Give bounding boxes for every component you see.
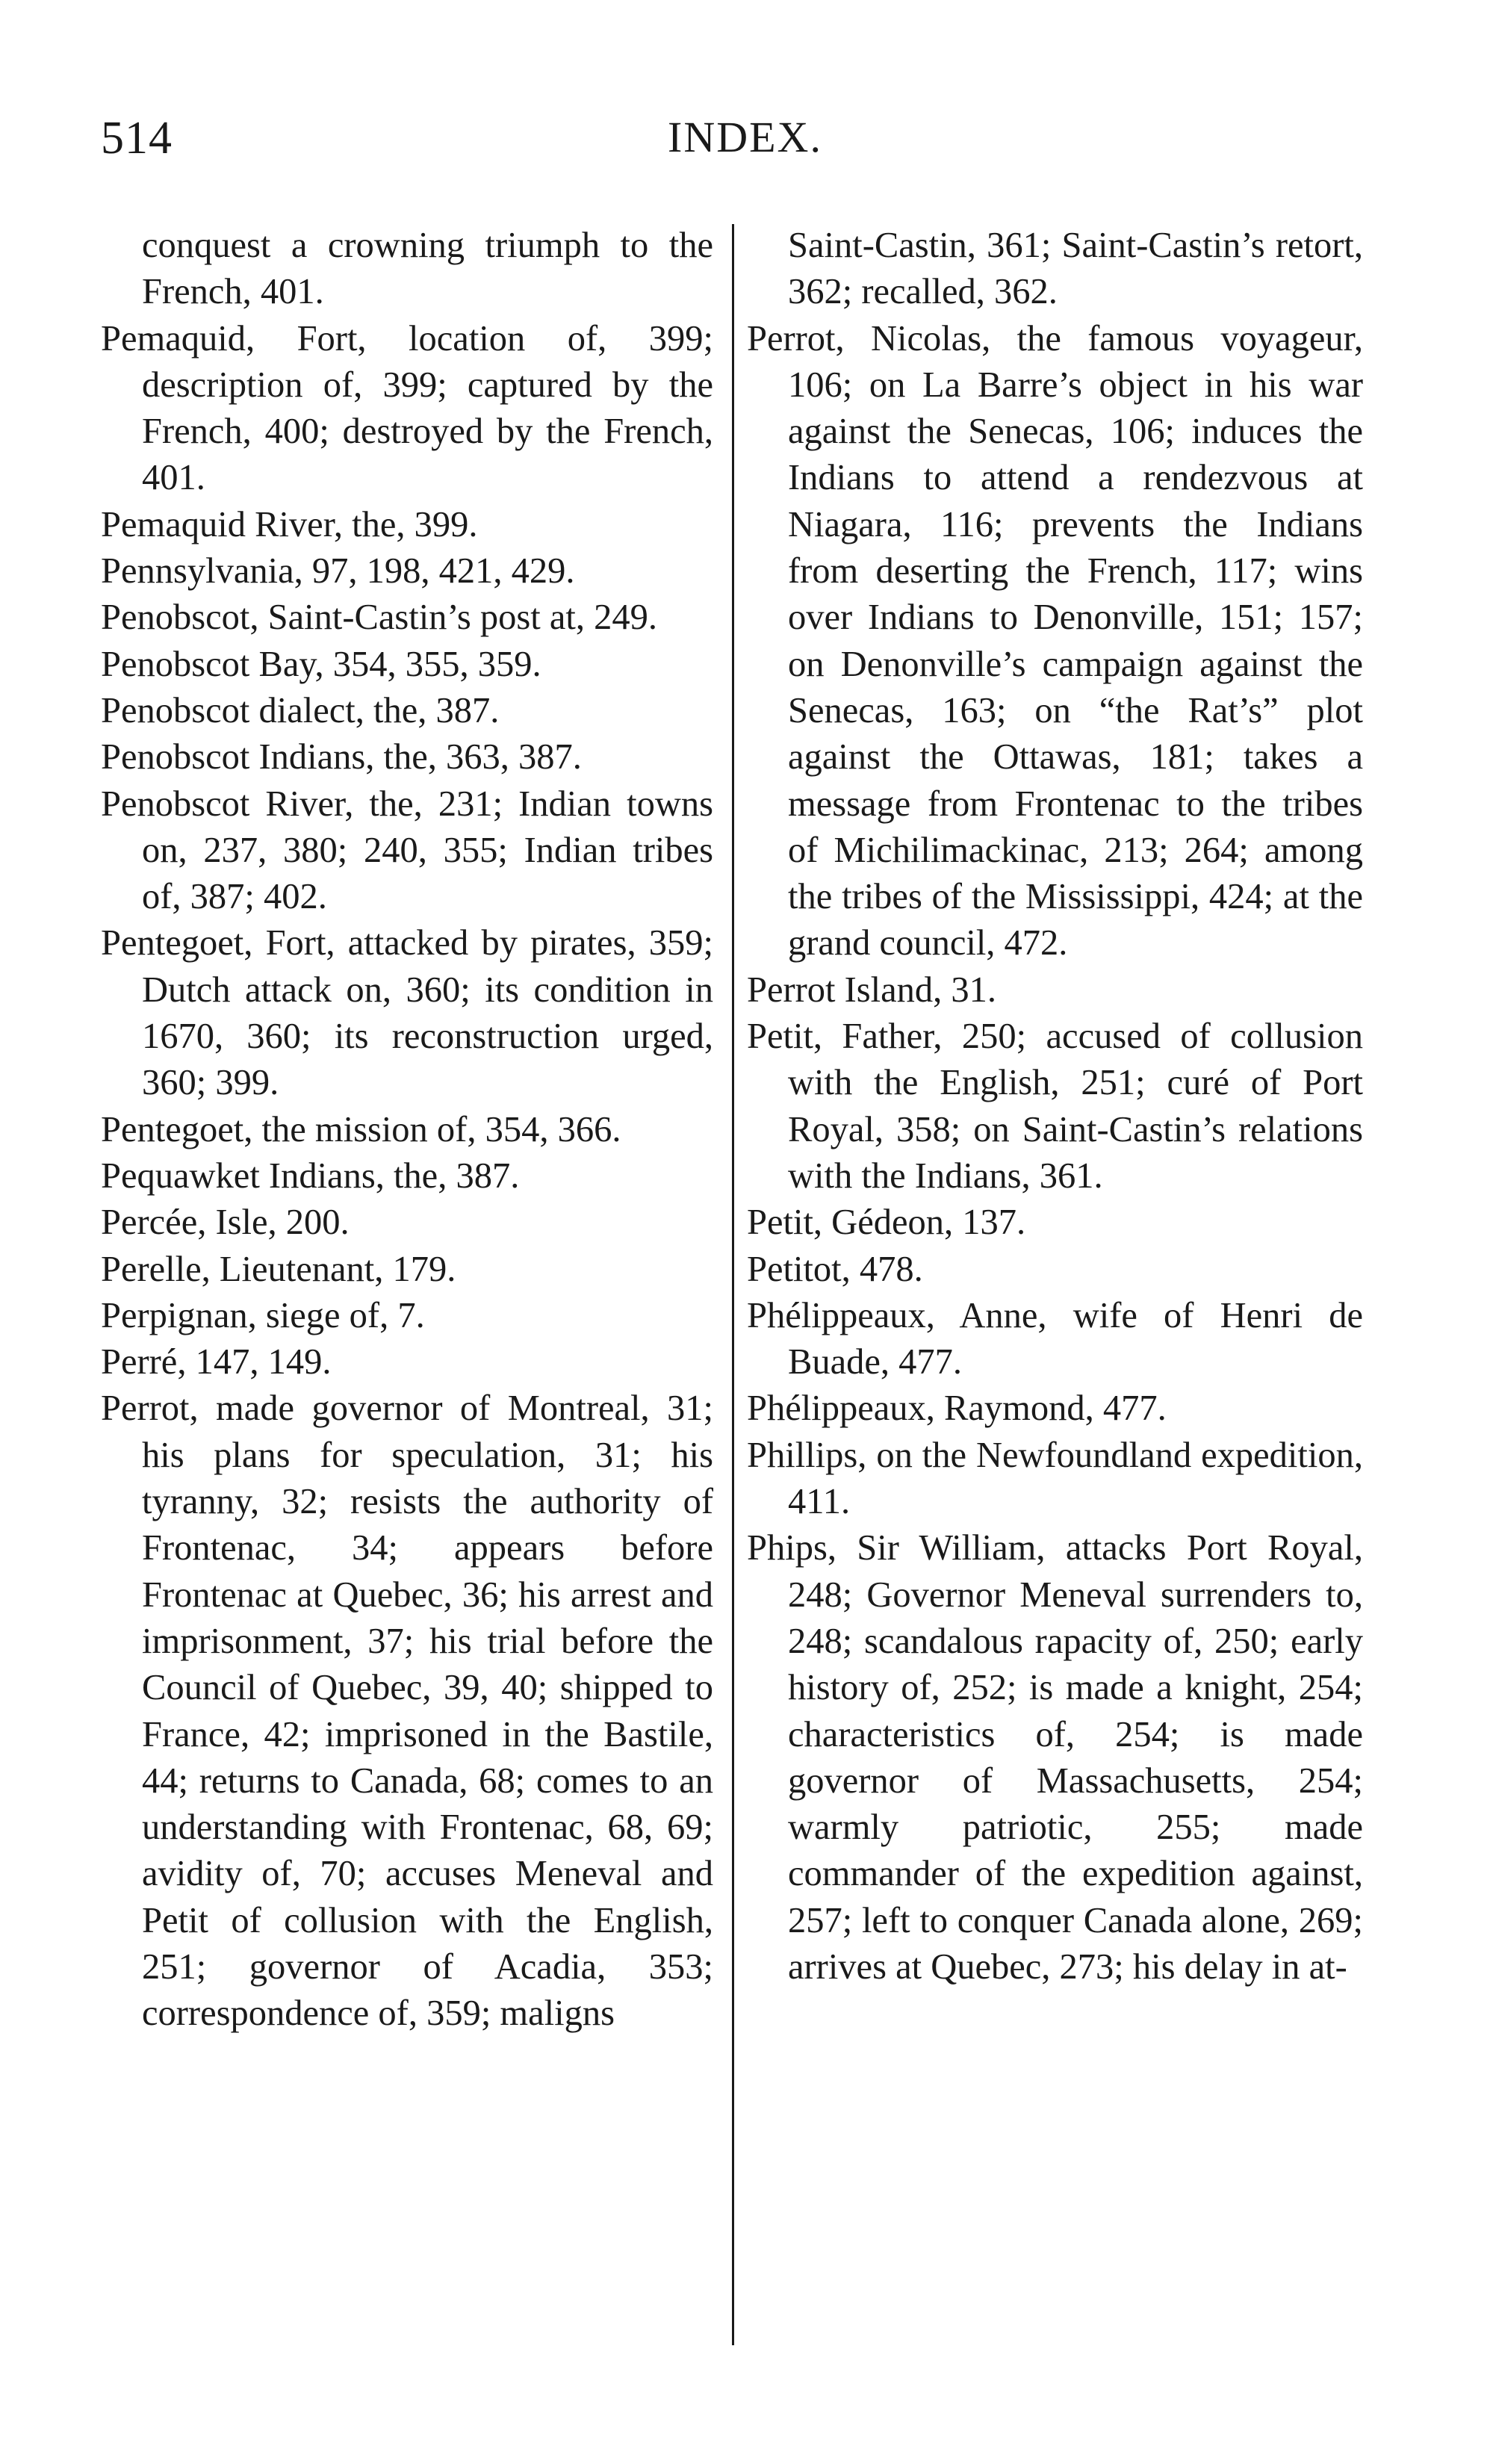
index-entry: Phillips, on the Newfoundland expedition, 411. <box>747 1435 1363 1522</box>
column-divider <box>732 224 734 2345</box>
index-entry: Perré, 147, 149. <box>101 1342 332 1382</box>
index-entry: Petitot, 478. <box>747 1249 923 1289</box>
index-entry: Percée, Isle, 200. <box>101 1202 350 1243</box>
index-entry: Penobscot River, the, 231; Indian towns on, 237, 380; 240, 355; Indian tribes of, 387; 402. <box>101 783 713 917</box>
index-entry: Pemaquid, Fort, location of, 399; description of, 399; captured by the French, 400; destroyed by the French, 401. <box>101 318 713 498</box>
index-entry: Penobscot, Saint-Castin’s post at, 249. <box>101 598 658 638</box>
index-entry-continuation: conquest a crowning triumph to the French, 401. <box>142 226 713 312</box>
index-entry: Penobscot Indians, the, 363, 387. <box>101 737 582 778</box>
index-entry: Petit, Gédeon, 137. <box>747 1202 1026 1243</box>
running-head: INDEX. <box>668 113 822 161</box>
index-entry: Petit, Father, 250; accused of collusion with the English, 251; curé of Port Royal, 358; on Saint-Castin’s relations with the Indians, 361. <box>747 1017 1363 1196</box>
index-entry: Phélippeaux, Raymond, 477. <box>747 1388 1167 1429</box>
page-number: 514 <box>101 113 173 164</box>
index-entry: Penobscot Bay, 354, 355, 359. <box>101 644 541 684</box>
page-header <box>101 112 1389 172</box>
index-entry: Perrot Island, 31. <box>747 969 997 1010</box>
index-entry: Pentegoet, Fort, attacked by pirates, 359; Dutch attack on, 360; its condition in 1670, 360; its reconstruction urged, 360; 399. <box>101 923 713 1103</box>
index-entry: Phips, Sir William, attacks Port Royal, 248; Governor Meneval surrenders to, 248; scandalous rapacity of, 250; early history of, 252; is made a knight, 254; characteristics of, 254; is made governor of Massachusetts, 254; warmly patriotic, 255; made commander of the expedition against, 257; left to conquer Canada alone, 269; arrives at Quebec, 273; his delay in at- <box>747 1528 1363 1987</box>
index-entry: Penobscot dialect, the, 387. <box>101 690 500 730</box>
index-entry: Perrot, made governor of Montreal, 31; his plans for speculation, 31; his tyranny, 32; resists the authority of Frontenac, 34; appears before Frontenac at Quebec, 36; his arrest and imprisonment, 37; his trial before the Council of Quebec, 39, 40; shipped to France, 42; imprisoned in the Bastile, 44; returns to Canada, 68; comes to an understanding with Frontenac, 68, 69; avidity of, 70; accuses Meneval and Petit of collusion with the English, 251; governor of Acadia, 353; correspondence of, 359; maligns <box>101 1388 713 2034</box>
index-entry: Perrot, Nicolas, the famous voyageur, 106; on La Barre’s object in his war against the Senecas, 106; induces the Indians to attend a rendezvous at Niagara, 116; prevents the Indians from deserting the French, 117; wins over Indians to Denonville, 151; 157; on Denonville’s campaign against the Senecas, 163; on “the Rat’s” plot against the Ottawas, 181; takes a message from Frontenac to the tribes of Michilimackinac, 213; 264; among the tribes of the Mississippi, 424; at the grand council, 472. <box>747 318 1363 963</box>
right-column <box>747 223 1363 1990</box>
index-entry-continuation: Saint-Castin, 361; Saint-Castin’s retort, 362; recalled, 362. <box>788 226 1363 312</box>
index-entry: Pemaquid River, the, 399. <box>101 504 478 544</box>
index-entry: Perpignan, siege of, 7. <box>101 1295 425 1335</box>
index-entry: Phélippeaux, Anne, wife of Henri de Buade, 477. <box>747 1295 1363 1382</box>
index-entry: Perelle, Lieutenant, 179. <box>101 1249 456 1289</box>
index-entry: Pentegoet, the mission of, 354, 366. <box>101 1109 621 1149</box>
left-column <box>101 223 713 2038</box>
index-entry: Pequawket Indians, the, 387. <box>101 1155 520 1196</box>
index-entry: Pennsylvania, 97, 198, 421, 429. <box>101 551 575 592</box>
